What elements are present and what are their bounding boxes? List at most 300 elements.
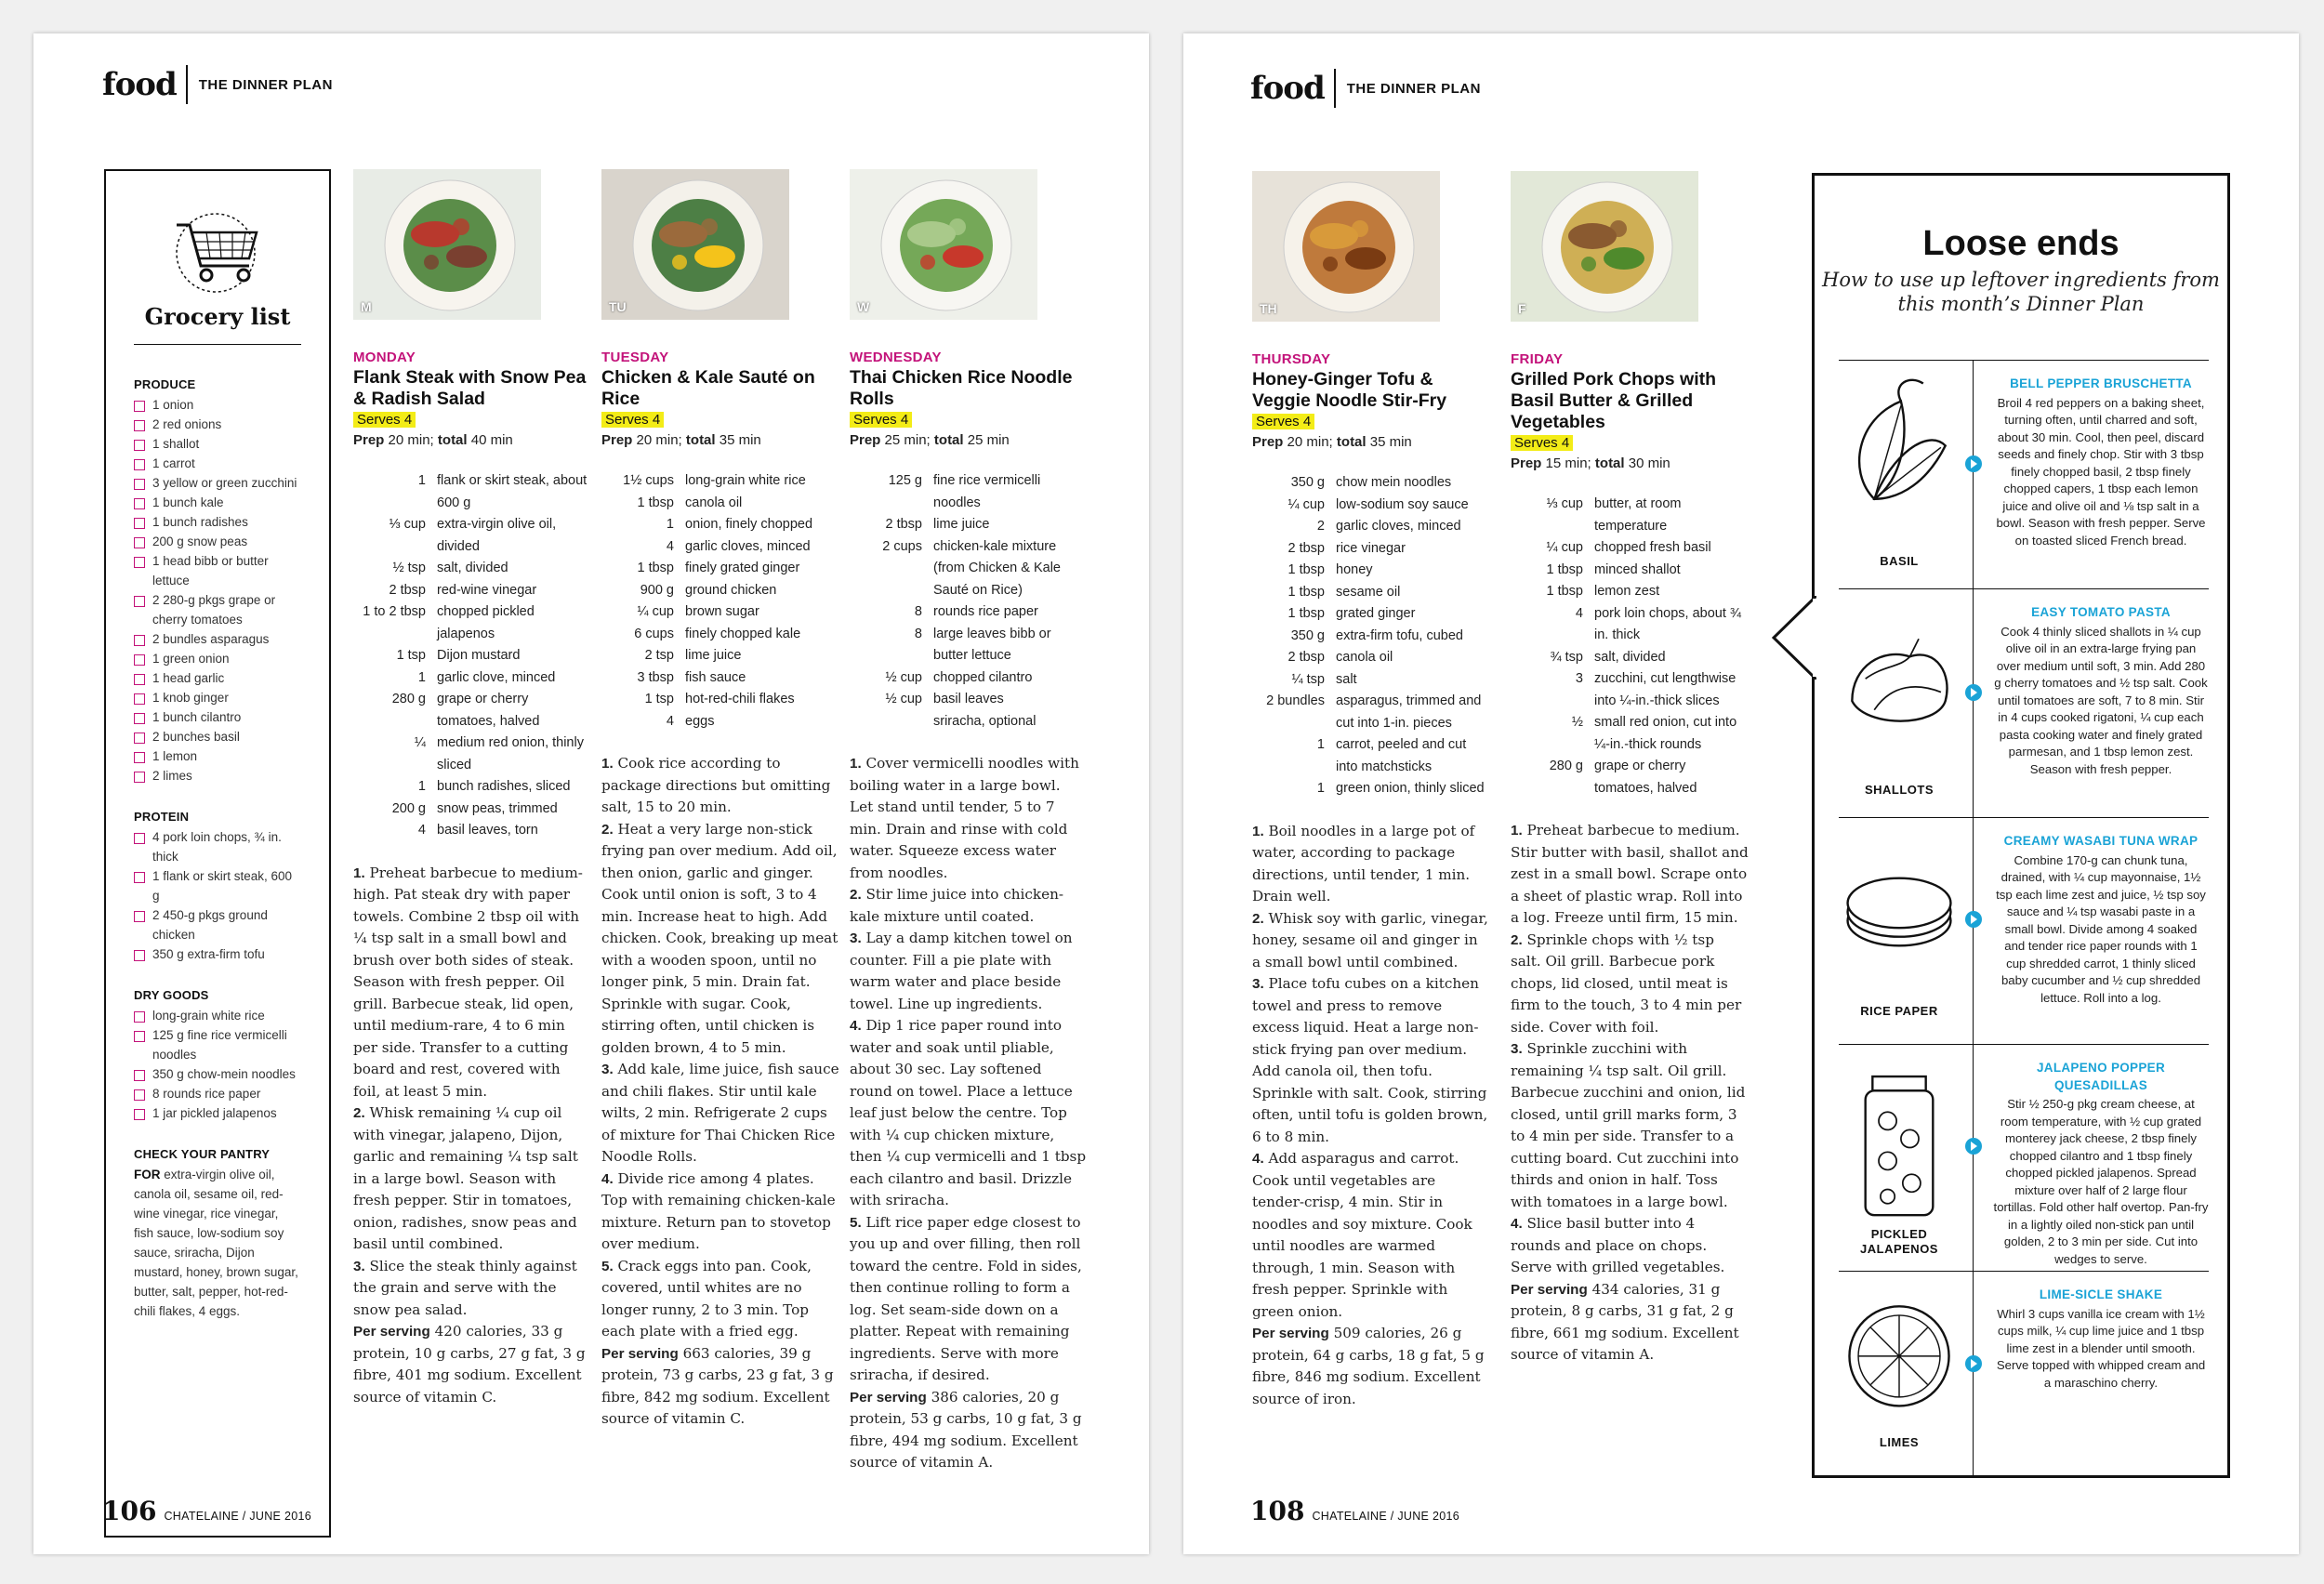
ingredient-qty: 280 g	[391, 692, 426, 706]
ingredient-row	[1252, 669, 1490, 692]
magazine-issue: CHATELAINE / JUNE 2016	[164, 1510, 311, 1523]
direction-step	[353, 1102, 591, 1256]
loose-ends-item	[1839, 588, 2209, 817]
step-number: 4.	[850, 1018, 862, 1034]
ingredient-name: pork loin chops, about ¾ in. thick	[1594, 605, 1741, 642]
step-text: Preheat barbecue to medium. Stir butter with basil, shallot and zest in a small bowl. Scrape onto a sheet of plastic wrap. Roll into a log. Freeze until firm, 15 min.	[1511, 822, 1749, 926]
recipe-day: FRIDAY	[1511, 351, 1564, 367]
left-page	[33, 33, 1149, 1554]
ingredient-qty: 1 tbsp	[1287, 606, 1325, 621]
ingredient-qty: ¼	[414, 735, 426, 750]
ingredient-row	[1252, 516, 1490, 538]
serves-badge: Serves 4	[1511, 435, 1573, 451]
ingredient-qty: 1 tbsp	[1287, 562, 1325, 577]
tip-text	[1993, 604, 2209, 778]
protein-heading: PROTEIN	[134, 810, 190, 824]
prep-value: 20 min;	[636, 432, 682, 448]
food-photo-illustration	[850, 169, 1037, 320]
step-number: 5.	[850, 1214, 862, 1231]
ingredient-name: canola oil	[1336, 650, 1393, 665]
ingredient-row	[1252, 538, 1490, 561]
loose-ends-subtitle: How to use up leftover ingredients from this month’s Dinner Plan	[1822, 269, 2220, 315]
right-page	[1183, 33, 2299, 1554]
grocery-item: 1 bunch cilantro	[134, 707, 301, 727]
recipe-photo	[1511, 171, 1698, 322]
grocery-item: long-grain white rice	[134, 1006, 301, 1025]
grocery-item: 1 bunch kale	[134, 493, 301, 512]
ingredient-label: BASIL	[1880, 554, 1919, 568]
step-number: 3.	[1511, 1041, 1523, 1057]
ingredient-row	[353, 799, 591, 821]
ingredient-name: chopped cilantro	[933, 669, 1033, 685]
directions	[850, 753, 1088, 1474]
direction-step	[601, 1168, 839, 1256]
grocery-item: 1 flank or skirt steak, 600 g	[134, 866, 301, 905]
recipe-thursday	[1252, 171, 1490, 1410]
ingredient-qty: 1 to 2 tbsp	[363, 604, 426, 619]
step-number: 5.	[601, 1258, 614, 1274]
grocery-item: 2 bunches basil	[134, 727, 301, 746]
direction-step	[1511, 930, 1749, 1039]
step-text: Lay a damp kitchen towel on counter. Fill a pie plate with warm water and place beside towel. Line up ingredients.	[850, 930, 1073, 1012]
ingredient-row	[1252, 560, 1490, 582]
grocery-item: 2 limes	[134, 766, 301, 785]
loose-ends-item	[1839, 1044, 2209, 1271]
ingredient-qty: 1½ cups	[623, 473, 674, 488]
direction-step	[601, 819, 839, 1060]
ingredient-qty: ⅓ cup	[389, 517, 426, 532]
step-text: Slice the steak thinly against the grain and serve with the snow pea salad.	[353, 1257, 577, 1318]
direction-step	[1252, 1148, 1490, 1323]
ingredient-qty: ½	[1571, 715, 1583, 730]
tip-heading: BELL PEPPER BRUSCHETTA	[2010, 376, 2192, 390]
grocery-item: 4 pork loin chops, ¾ in. thick	[134, 827, 301, 866]
ingredient-name: salt	[1336, 671, 1357, 687]
nutrition-info	[1252, 1323, 1490, 1410]
ingredient-name: grape or cherry tomatoes, halved	[1594, 759, 1697, 796]
nutrition-text: 386 calories, 20 g protein, 53 g carbs, 10 g fat, 3 g fibre, 494 mg sodium. Excellent source of vitamin A.	[850, 1388, 1082, 1471]
prep-label: Prep	[601, 432, 633, 448]
page-header	[1250, 69, 1481, 108]
ingredient-row	[601, 558, 839, 580]
ingredient-name: extra-virgin olive oil, divided	[437, 517, 557, 554]
grocery-item: 1 knob ginger	[134, 688, 301, 707]
divider-line	[1973, 1045, 1974, 1271]
tip-heading: CREAMY WASABI TUNA WRAP	[2003, 834, 2199, 848]
ingredient-row	[353, 645, 591, 667]
ingredient-name: lime juice	[685, 648, 742, 663]
day-tag: W	[857, 299, 870, 314]
divider-line	[1973, 589, 1974, 817]
ingredient-name: zucchini, cut lengthwise into ¼-in.-thick slices	[1594, 671, 1736, 708]
divider-line	[1973, 1272, 1974, 1475]
step-number: 3.	[850, 931, 862, 946]
prep-time	[353, 432, 591, 448]
direction-step	[1252, 908, 1490, 974]
recipe-title: Grilled Pork Chops with Basil Butter & Grilled Vegetables	[1511, 369, 1717, 432]
tip-text	[1993, 833, 2209, 1007]
ingredient-row	[1511, 756, 1749, 799]
step-text: Add asparagus and carrot. Cook until vegetables are tender-crisp, 4 min. Stir in noodles and soy mixture. Cook until noodles are warmed through, 1 min. Season with fresh pepper. Sprinkle with green onion.	[1252, 1150, 1472, 1320]
grocery-item: 1 carrot	[134, 454, 301, 473]
total-label: total	[1336, 434, 1367, 450]
directions	[1252, 821, 1490, 1411]
page-footer	[1250, 1496, 1459, 1526]
ingredient-qty: 2 bundles	[1266, 693, 1325, 708]
step-text: Whisk remaining ¼ cup oil with vinegar, jalapeno, Dijon, garlic and remaining ¼ tsp salt in a large bowl. Season with fresh pepper. Stir in tomatoes, onion, radishes, snow peas and basil until combined.	[353, 1104, 578, 1252]
prep-value: 15 min;	[1545, 455, 1591, 471]
ingredient-qty: 1 tsp	[396, 648, 426, 663]
step-number: 4.	[1252, 1151, 1264, 1167]
per-serving-label: Per serving	[850, 1389, 927, 1406]
directions	[601, 753, 839, 1431]
total-label: total	[437, 432, 468, 448]
ingredient-name: chopped fresh basil	[1594, 540, 1711, 555]
ingredient-name: minced shallot	[1594, 561, 1681, 577]
tip-body: Combine 170-g can chunk tuna, drained, with ¼ cup mayonnaise, 1½ tsp each lime zest and juice, ½ tsp soy sauce and ¼ tsp wasabi paste in a small bowl. Divide among 4 soaked and tender rice paper rounds with 1 cup shredded carrot, 1 thinly sliced baby cucumber and ½ cup shredded lettuce. Roll into a log.	[1996, 852, 2206, 1005]
ingredient-row	[850, 536, 1088, 602]
ingredient-row	[1511, 537, 1749, 560]
ingredient-qty: ¼ cup	[637, 604, 674, 619]
step-number: 2.	[1511, 931, 1523, 948]
ingredient-row	[601, 711, 839, 733]
ingredient-row	[601, 689, 839, 711]
ingredient-name: basil leaves, torn	[437, 823, 538, 838]
prep-label: Prep	[353, 432, 385, 448]
loose-ends-box	[1812, 173, 2230, 1478]
ingredient-qty: 1 tbsp	[637, 495, 674, 510]
tip-text	[1993, 1287, 2209, 1392]
ingredient-qty: 8	[914, 604, 922, 619]
recipe-title: Honey-Ginger Tofu & Veggie Noodle Stir-Fry	[1252, 369, 1447, 411]
food-logo: food	[1250, 70, 1325, 107]
ingredient-list	[1252, 472, 1490, 800]
ingredient-name: sesame oil	[1336, 584, 1401, 600]
ingredient-row	[353, 820, 591, 842]
direction-step	[601, 753, 839, 819]
per-serving-label: Per serving	[1511, 1281, 1588, 1298]
divider-line	[1973, 818, 1974, 1044]
grocery-item: 1 head garlic	[134, 668, 301, 688]
ingredient-qty: 900 g	[640, 582, 674, 598]
nutrition-info	[601, 1343, 839, 1431]
ingredient-qty: ¾ tsp	[1550, 649, 1583, 665]
ingredient-row	[1511, 712, 1749, 756]
food-photo-illustration	[353, 169, 541, 320]
per-serving-label: Per serving	[353, 1324, 430, 1340]
dry-goods-list	[134, 1006, 301, 1123]
ingredient-qty: 8	[914, 626, 922, 641]
ingredient-row	[1252, 603, 1490, 626]
grocery-title: Grocery list	[144, 303, 291, 330]
grocery-item: 350 g extra-firm tofu	[134, 944, 301, 964]
grocery-item: 1 head bibb or butter lettuce	[134, 551, 301, 590]
ingredient-name: lemon zest	[1594, 584, 1660, 599]
ingredient-name: grated ginger	[1336, 606, 1416, 621]
grocery-title-rule	[134, 344, 301, 345]
ingredient-qty: 1	[417, 473, 426, 488]
ingredient-row	[850, 624, 1088, 667]
ingredient-qty: 1	[666, 517, 674, 532]
step-number: 3.	[1252, 976, 1264, 992]
step-text: Sprinkle chops with ½ tsp salt. Oil grill. Barbecue pork chops, lid closed, until meat is firm to the touch, 3 to 4 min per side. Cover with foil.	[1511, 931, 1742, 1036]
ingredient-name: hot-red-chili flakes	[685, 692, 795, 706]
day-tag: TH	[1260, 301, 1277, 316]
step-number: 4.	[601, 1170, 614, 1187]
total-value: 40 min	[470, 432, 513, 448]
direction-step	[850, 1015, 1088, 1212]
ingredient-qty: 3	[1575, 671, 1583, 686]
per-serving-label: Per serving	[601, 1345, 679, 1362]
tip-body: Broil 4 red peppers on a baking sheet, turning often, until charred and soft, about 30 min. Cool, then peel, discard seeds and finely chop. Stir with 3 tbsp finely chopped basil, 2 tbsp finely chopped capers, 1 tbsp each lemon juice and olive oil and ⅛ tsp salt in a bowl. Season with fresh pepper. Serve on toasted sliced French bread.	[1996, 395, 2206, 548]
ingredient-row	[1511, 668, 1749, 712]
ingredient-name: rounds rice paper	[933, 604, 1038, 619]
ingredient-qty: 1 tsp	[644, 692, 674, 706]
step-number: 3.	[601, 1062, 614, 1077]
ingredient-row	[601, 667, 839, 690]
direction-step	[1252, 821, 1490, 908]
step-number: 1.	[601, 756, 614, 772]
ingredient-qty: 1 tbsp	[1546, 561, 1583, 577]
direction-step	[850, 928, 1088, 1015]
food-photo-illustration	[1511, 171, 1698, 322]
prep-time	[1511, 455, 1749, 471]
step-text: Divide rice among 4 plates. Top with remaining chicken-kale mixture. Return pan to stovetop over medium.	[601, 1169, 836, 1252]
prep-label: Prep	[1511, 455, 1542, 471]
tip-text	[1993, 1060, 2209, 1268]
prep-value: 25 min;	[884, 432, 931, 448]
tip-text	[1993, 376, 2209, 549]
step-text: Preheat barbecue to medium-high. Pat steak dry with paper towels. Combine 2 tbsp oil with ¼ tsp salt in a small bowl and brush over both sides of steak. Season with fresh pepper. Oil grill. Barbecue steak, lid open, until medium-rare, 4 to 6 min per side. Transfer to a cutting board and rest, covered with foil, at least 5 min.	[353, 864, 583, 1100]
step-number: 2.	[850, 887, 862, 903]
ingredient-qty: 1 tbsp	[637, 561, 674, 575]
recipe-tuesday	[601, 169, 839, 1431]
section-title: THE DINNER PLAN	[198, 76, 333, 93]
ingredient-row	[601, 580, 839, 602]
prep-label: Prep	[1252, 434, 1284, 450]
ingredient-row	[850, 667, 1088, 690]
step-number: 1.	[850, 756, 862, 772]
ingredient-name: onion, finely chopped	[685, 517, 813, 532]
play-bullet-icon	[1965, 1138, 1982, 1155]
day-tag: M	[361, 299, 372, 314]
ingredient-name: garlic clove, minced	[437, 669, 556, 685]
section-title: THE DINNER PLAN	[1346, 80, 1481, 97]
ingredient-row	[601, 470, 839, 493]
ingredient-row	[1252, 582, 1490, 604]
ingredient-name: fine rice vermicelli noodles	[933, 473, 1041, 510]
direction-step	[1511, 820, 1749, 930]
ingredient-name: honey	[1336, 562, 1373, 577]
pantry-for: FOR	[134, 1168, 161, 1181]
total-value: 35 min	[1369, 434, 1412, 450]
grocery-item: 1 shallot	[134, 434, 301, 454]
ingredient-row	[353, 689, 591, 733]
ingredient-row	[850, 689, 1088, 711]
grocery-item: 200 g snow peas	[134, 532, 301, 551]
recipe-photo	[601, 169, 789, 320]
ingredient-name: salt, divided	[1594, 649, 1666, 665]
ingredient-row	[1511, 647, 1749, 669]
header-divider	[186, 65, 188, 104]
direction-step	[850, 753, 1088, 884]
per-serving-label: Per serving	[1252, 1326, 1329, 1341]
grocery-item: 1 onion	[134, 395, 301, 415]
ingredient-row	[1252, 647, 1490, 669]
ingredient-name: fish sauce	[685, 669, 746, 685]
ingredient-qty: 4	[666, 538, 674, 554]
serves-badge: Serves 4	[850, 412, 912, 428]
food-photo-illustration	[601, 169, 789, 320]
ingredient-qty: 4	[1575, 605, 1583, 621]
ingredient-row	[1252, 495, 1490, 517]
step-number: 1.	[353, 865, 365, 881]
directions	[353, 863, 591, 1409]
play-bullet-icon	[1965, 455, 1982, 472]
ingredient-name: lime juice	[933, 517, 990, 532]
serves-badge: Serves 4	[353, 412, 416, 428]
nutrition-text: 420 calories, 33 g protein, 10 g carbs, 27 g fat, 3 g fibre, 401 mg sodium. Excellent source of vitamin C.	[353, 1323, 586, 1406]
ingredient-name: chopped pickled jalapenos	[437, 604, 535, 641]
ingredient-row	[1511, 494, 1749, 537]
grocery-item: 350 g chow-mein noodles	[134, 1064, 301, 1084]
recipe-photo	[353, 169, 541, 320]
recipe-wednesday	[850, 169, 1088, 1474]
ingredient-qty: 4	[666, 713, 674, 729]
ingredient-qty: 1 tbsp	[1287, 584, 1325, 600]
ingredient-row	[1252, 734, 1490, 778]
ingredient-row	[850, 601, 1088, 624]
ingredient-name: bunch radishes, sliced	[437, 779, 571, 794]
loose-ends-item	[1839, 360, 2209, 588]
recipe-photo	[1252, 171, 1440, 322]
grocery-item: 2 red onions	[134, 415, 301, 434]
ingredient-list	[850, 470, 1088, 733]
ingredient-name: salt, divided	[437, 561, 508, 575]
pantry-text	[134, 1165, 301, 1321]
grocery-item: 8 rounds rice paper	[134, 1084, 301, 1103]
prep-value: 20 min;	[388, 432, 434, 448]
ingredient-name: ground chicken	[685, 582, 777, 598]
nutrition-text: 663 calories, 39 g protein, 73 g carbs, 23 g fat, 3 g fibre, 842 mg sodium. Excellent source of vitamin C.	[601, 1344, 834, 1427]
grocery-item: 1 jar pickled jalapenos	[134, 1103, 301, 1123]
step-text: Sprinkle zucchini with remaining ¼ tsp salt. Oil grill. Barbecue zucchini and onion, lid closed, until grill marks form, 3 to 4 min per side. Transfer to a cutting board. Cut zucchini into thirds and onion in half. Toss with tomatoes in a large bowl.	[1511, 1040, 1746, 1210]
total-value: 30 min	[1628, 455, 1670, 471]
ingredient-name: finely chopped kale	[685, 626, 801, 641]
ingredient-name: basil leaves	[933, 692, 1004, 706]
ingredient-list	[353, 470, 591, 842]
prep-time	[850, 432, 1088, 448]
nutrition-info	[353, 1321, 591, 1408]
page-number: 106	[102, 1496, 157, 1526]
ingredient-row	[353, 601, 591, 645]
ingredient-name: canola oil	[685, 495, 743, 510]
callout-pointer	[1772, 596, 1816, 680]
ingredient-row	[1252, 778, 1490, 800]
step-number: 3.	[353, 1258, 365, 1274]
ingredient-qty: 1	[417, 669, 426, 685]
ingredient-row	[1511, 603, 1749, 647]
recipe-photo	[850, 169, 1037, 320]
grocery-item: 125 g fine rice vermicelli noodles	[134, 1025, 301, 1064]
ingredient-name: small red onion, cut into ¼-in.-thick rounds	[1594, 715, 1737, 752]
ingredient-row	[353, 580, 591, 602]
ingredient-row	[601, 645, 839, 667]
ingredient-qty: 280 g	[1549, 759, 1583, 773]
direction-step	[850, 1212, 1088, 1387]
page-number: 108	[1250, 1496, 1305, 1526]
direction-step	[1252, 973, 1490, 1148]
ingredient-row	[850, 711, 1088, 733]
ingredient-name: medium red onion, thinly sliced	[437, 735, 584, 772]
ingredient-qty: 1	[1316, 781, 1325, 796]
ingredient-name: large leaves bibb or butter lettuce	[933, 626, 1051, 663]
grocery-item: 2 450-g pkgs ground chicken	[134, 905, 301, 944]
page-footer	[102, 1496, 311, 1526]
ingredient-list	[1511, 494, 1749, 799]
recipe-day: THURSDAY	[1252, 351, 1331, 367]
nutrition-info	[850, 1387, 1088, 1474]
ingredient-qty: ¼ cup	[1287, 496, 1325, 512]
produce-heading: PRODUCE	[134, 377, 196, 391]
ingredient-name: garlic cloves, minced	[1336, 519, 1461, 534]
page-header	[102, 65, 333, 104]
grocery-item: 1 lemon	[134, 746, 301, 766]
recipe-monday	[353, 169, 591, 1408]
ingredient-name: low-sodium soy sauce	[1336, 496, 1469, 512]
pantry-items: extra-virgin olive oil, canola oil, sesame oil, red-wine vinegar, rice vinegar, fish sauce, low-sodium soy sauce, sriracha, Dijon mustard, honey, brown sugar, butter, salt, pepper, hot-red-chili flakes, 4 eggs.	[134, 1168, 298, 1318]
loose-ends-title: Loose ends	[1922, 224, 2119, 263]
magazine-issue: CHATELAINE / JUNE 2016	[1312, 1510, 1459, 1523]
ingredient-row	[601, 514, 839, 536]
grocery-item: 1 bunch radishes	[134, 512, 301, 532]
tip-body: Stir ½ 250-g pkg cream cheese, at room temperature, with ½ cup grated monterey jack cheese, 2 tbsp finely chopped cilantro and 1 tbsp finely chopped pickled jalapenos. Spread mixture over half of 2 large flour tortillas. Fold other half overtop. Pan-fry in a lightly oiled non-stick pan until golden, 2 to 3 min per side. Cut into wedges to serve.	[1993, 1097, 2209, 1266]
ingredient-qty: 2 tbsp	[885, 517, 922, 532]
ingredient-name: carrot, peeled and cut into matchsticks	[1336, 737, 1467, 774]
ingredient-name: red-wine vinegar	[437, 582, 537, 598]
ingredient-label: SHALLOTS	[1864, 783, 1934, 797]
ingredient-name: finely grated ginger	[685, 561, 800, 575]
ingredient-name: Dijon mustard	[437, 648, 521, 663]
ingredient-name: snow peas, trimmed	[437, 800, 558, 816]
ingredient-name: sriracha, optional	[933, 713, 1037, 729]
step-text: Place tofu cubes on a kitchen towel and press to remove excess liquid. Heat a large non-stick frying pan over medium. Add canola oil, then tofu. Sprinkle with salt. Cook, stirring often, until tofu is golden brown, 6 to 8 min.	[1252, 975, 1488, 1145]
grocery-item: 2 280-g pkgs grape or cherry tomatoes	[134, 590, 301, 629]
ingredient-name: chicken-kale mixture (from Chicken & Kale Sauté on Rice)	[933, 538, 1061, 598]
ingredient-row	[1252, 626, 1490, 648]
step-text: Slice basil butter into 4 rounds and place on chops. Serve with grilled vegetables.	[1511, 1215, 1725, 1275]
ingredient-qty: 2 cups	[882, 538, 922, 554]
step-text: Boil noodles in a large pot of water, according to package directions, until tender, 1 min. Drain well.	[1252, 822, 1475, 904]
recipe-day: MONDAY	[353, 350, 416, 365]
grocery-item: 1 green onion	[134, 649, 301, 668]
ingredient-name: brown sugar	[685, 604, 759, 619]
step-text: Whisk soy with garlic, vinegar, honey, sesame oil and ginger in a small bowl until combined.	[1252, 909, 1488, 970]
step-number: 2.	[601, 821, 614, 838]
ingredient-qty: ¼ tsp	[1291, 671, 1325, 687]
nutrition-text: 509 calories, 26 g protein, 64 g carbs, 18 g fat, 5 g fibre, 846 mg sodium. Excellent source of iron.	[1252, 1325, 1485, 1407]
play-bullet-icon	[1965, 911, 1982, 928]
shopping-cart-icon	[169, 208, 270, 297]
direction-step	[353, 1256, 591, 1322]
day-tag: F	[1518, 301, 1526, 316]
tip-heading: LIME-SICLE SHAKE	[2039, 1287, 2163, 1301]
loose-ends-item	[1839, 1271, 2209, 1475]
ingredient-row	[1252, 472, 1490, 495]
protein-list	[134, 827, 301, 964]
divider-line	[1973, 361, 1974, 588]
step-number: 1.	[1511, 823, 1523, 838]
